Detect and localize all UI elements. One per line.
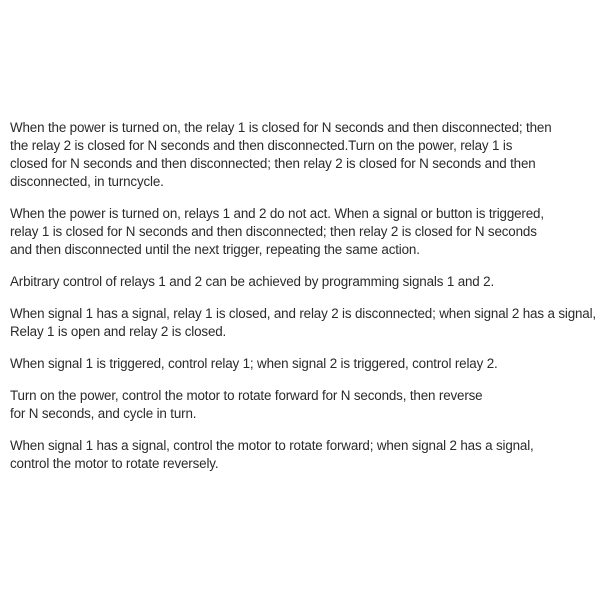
paragraph-line: When signal 1 has a signal, relay 1 is closed, and relay 2 is disconnected; when signal 2 has a signal, xyxy=(10,306,596,321)
paragraph-line: closed for N seconds and then disconnected; then relay 2 is closed for N seconds and then xyxy=(10,156,536,171)
paragraph-7 xyxy=(10,437,595,473)
paragraph-2 xyxy=(10,205,595,259)
document-body xyxy=(10,119,595,487)
paragraph-line: Turn on the power, control the motor to rotate forward for N seconds, then reverse xyxy=(10,388,483,403)
paragraph-5 xyxy=(10,355,595,373)
paragraph-6 xyxy=(10,387,595,423)
paragraph-line: When signal 1 has a signal, control the motor to rotate forward; when signal 2 has a signal, xyxy=(10,438,534,453)
paragraph-line: When the power is turned on, relays 1 and 2 do not act. When a signal or button is triggered, xyxy=(10,206,544,221)
paragraph-line: and then disconnected until the next trigger, repeating the same action. xyxy=(10,242,420,257)
paragraph-line: relay 1 is closed for N seconds and then disconnected; then relay 2 is closed for N seconds xyxy=(10,224,537,239)
paragraph-line: Relay 1 is open and relay 2 is closed. xyxy=(10,324,227,339)
paragraph-line: disconnected, in turncycle. xyxy=(10,174,164,189)
paragraph-line: When the power is turned on, the relay 1 is closed for N seconds and then disconnected; then xyxy=(10,120,552,135)
paragraph-line: for N seconds, and cycle in turn. xyxy=(10,406,197,421)
paragraph-line: the relay 2 is closed for N seconds and then disconnected.Turn on the power, relay 1 is xyxy=(10,138,513,153)
paragraph-line: control the motor to rotate reversely. xyxy=(10,456,219,471)
paragraph-3 xyxy=(10,273,595,291)
paragraph-line: Arbitrary control of relays 1 and 2 can be achieved by programming signals 1 and 2. xyxy=(10,274,495,289)
paragraph-line: When signal 1 is triggered, control relay 1; when signal 2 is triggered, control relay 2. xyxy=(10,356,498,371)
paragraph-1 xyxy=(10,119,595,191)
paragraph-4 xyxy=(10,305,595,341)
